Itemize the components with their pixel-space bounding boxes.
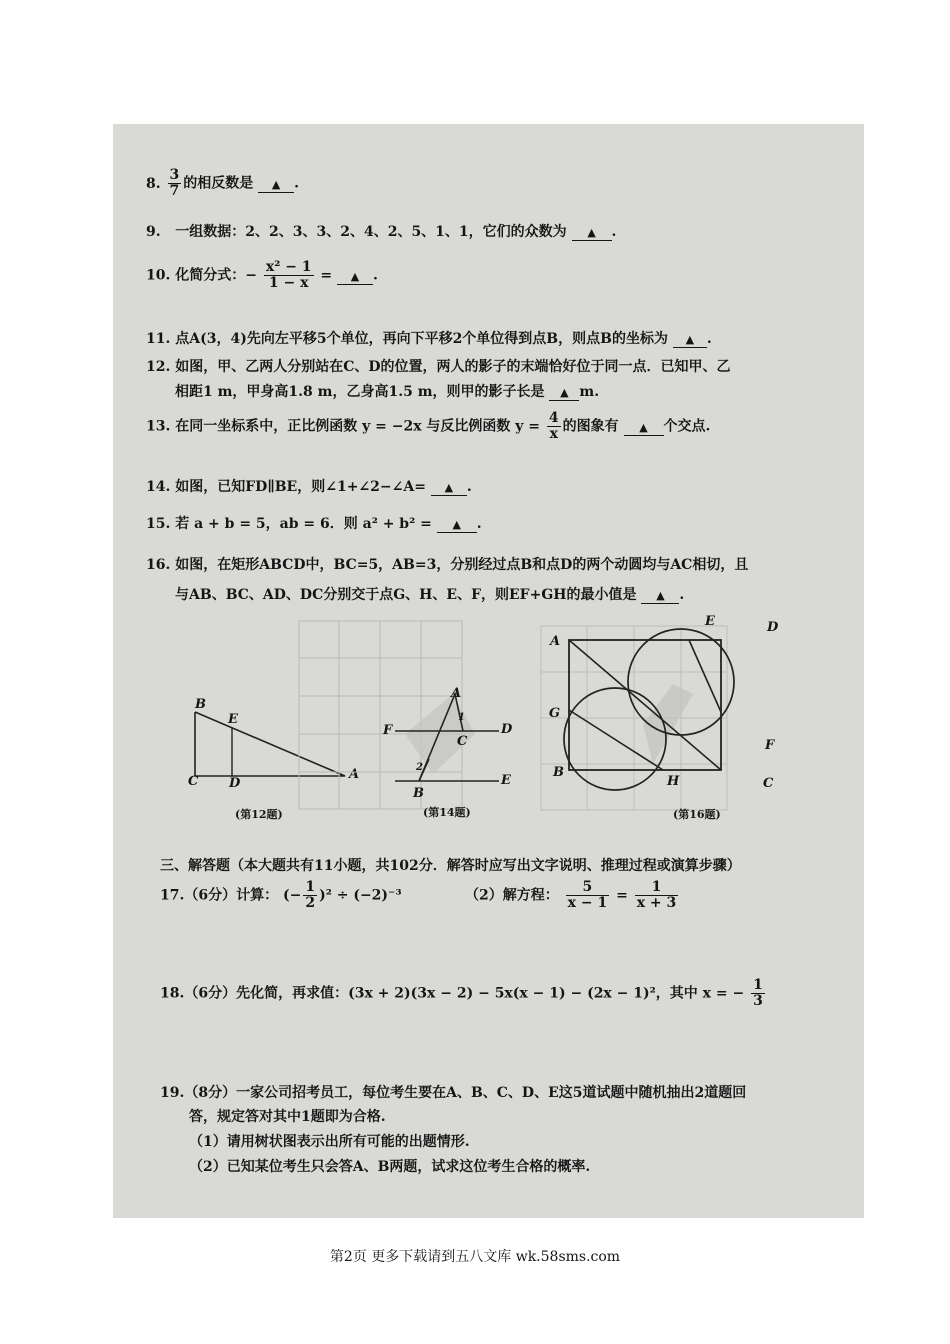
section-3-heading: 三、解答题（本大题共有11小题，共102分．解答时应写出文字说明、推理过程或演算步骤） — [160, 858, 741, 874]
figure-14-caption: (第14题) — [423, 806, 471, 819]
point-label-D: D — [501, 722, 513, 737]
figure-16-caption: (第16题) — [673, 808, 721, 821]
point-label-B: B — [413, 786, 424, 801]
answer-blank: ▲ — [624, 419, 664, 436]
point-label-G: G — [549, 706, 561, 721]
point-label-D: D — [229, 776, 241, 791]
question-12-line-2: 相距1 m，甲身高1.8 m，乙身高1.5 m，则甲的影子长是 ▲ m. — [175, 384, 600, 400]
question-8: 8. $\frac{3}{7}$ 的相反数是 ▲ . — [146, 167, 299, 199]
point-label-A: A — [349, 767, 360, 782]
question-18: 18.（6分）先化简，再求值：(3x + 2)(3x − 2) − 5x(x − 1) − (2x − 1)²，其中 x = − $\frac{1}{3}$ — [160, 977, 763, 1009]
question-17: 17.（6分）计算： (− $\frac{1}{2}$ )² ÷ (−2)⁻³ — [160, 879, 402, 911]
answer-blank: ▲ — [337, 268, 373, 285]
fraction: $\frac{1}{2}$ — [305, 879, 316, 911]
fraction: $\frac{4}{x}$ — [548, 410, 559, 442]
angle-label-1: 1 — [458, 712, 465, 723]
question-16: 16. 如图，在矩形ABCD中，BC=5，AB=3，分别经过点B和点D的两个动圆均与AC相切，且 — [146, 557, 749, 573]
fraction: $\frac{5}{x - 1}$ — [567, 879, 608, 911]
answer-blank: ▲ — [431, 479, 467, 496]
point-label-B: B — [195, 697, 206, 712]
point-label-A: A — [451, 686, 462, 701]
point-label-B: B — [553, 765, 564, 780]
question-16-line-2: 与AB、BC、AD、DC分别交于点G、H、E、F，则EF+GH的最小值是 ▲ . — [175, 587, 685, 603]
question-15: 15. 若 a + b = 5，ab = 6．则 a² + b² = ▲ . — [146, 516, 482, 532]
question-19: 19.（8分）一家公司招考员工，每位考生要在A、B、C、D、E这5道试题中随机抽出2道题回 — [160, 1085, 747, 1101]
point-label-F: F — [383, 723, 393, 738]
question-11: 11. 点A(3，4)先向左平移5个单位，再向下平移2个单位得到点B，则点B的坐标为 ▲ . — [146, 331, 712, 347]
answer-blank: ▲ — [572, 224, 612, 241]
fraction: $\frac{\text{x² − 1}}{1 - x}$ — [265, 259, 312, 291]
point-label-C: C — [457, 734, 468, 749]
point-label-C: C — [188, 774, 199, 789]
figure-12-caption: (第12题) — [235, 808, 283, 821]
fraction: $\frac{3}{7}$ — [169, 167, 180, 199]
answer-blank: ▲ — [437, 516, 477, 533]
fraction: $\frac{1}{3}$ — [753, 977, 763, 1009]
question-9: 9. 一组数据：2、2、3、3、2、4、2、5、1、1，它们的众数为 ▲ . — [146, 224, 617, 240]
point-label-H: H — [667, 774, 680, 789]
point-label-C: C — [763, 776, 774, 791]
angle-label-2: 2 — [416, 762, 423, 773]
fraction: $\frac{1}{x + 3}$ — [636, 879, 677, 911]
question-12: 12. 如图，甲、乙两人分别站在C、D的位置，两人的影子的末端恰好位于同一点．已知甲、乙 — [146, 359, 731, 375]
scanned-exam-page — [113, 124, 864, 1218]
answer-blank: ▲ — [673, 331, 707, 348]
point-label-D: D — [767, 620, 779, 635]
question-19-part-1: （1）请用树状图表示出所有可能的出题情形. — [189, 1134, 470, 1150]
page-footer: 第2页 更多下载请到五八文库 wk.58sms.com — [329, 1249, 621, 1265]
question-10: 10. 化简分式：− $\frac{\text{x² − 1}}{1 - x}$ = ▲ . — [146, 259, 378, 291]
point-label-A: A — [550, 634, 561, 649]
point-label-E: E — [501, 773, 511, 788]
answer-blank: ▲ — [258, 176, 294, 193]
answer-blank: ▲ — [549, 384, 579, 401]
question-19-line-2: 答，规定答对其中1题即为合格. — [189, 1109, 386, 1125]
question-19-part-2: （2）已知某位考生只会答A、B两题，试求这位考生合格的概率. — [189, 1159, 591, 1175]
question-14: 14. 如图，已知FD∥BE，则∠1+∠2−∠A= ▲ . — [146, 479, 472, 495]
point-label-E: E — [228, 712, 238, 727]
figure-16 — [533, 614, 733, 814]
point-label-E: E — [705, 614, 715, 629]
answer-blank: ▲ — [641, 587, 679, 604]
question-17-part-2: （2）解方程： $\frac{5}{x - 1}$ = $\frac{1}{x + 3}$ — [465, 879, 677, 911]
point-label-F: F — [765, 738, 775, 753]
question-13: 13. 在同一坐标系中，正比例函数 y = −2x 与反比例函数 y = $\frac{4}{x}$ 的图象有 ▲ 个交点. — [146, 410, 711, 442]
